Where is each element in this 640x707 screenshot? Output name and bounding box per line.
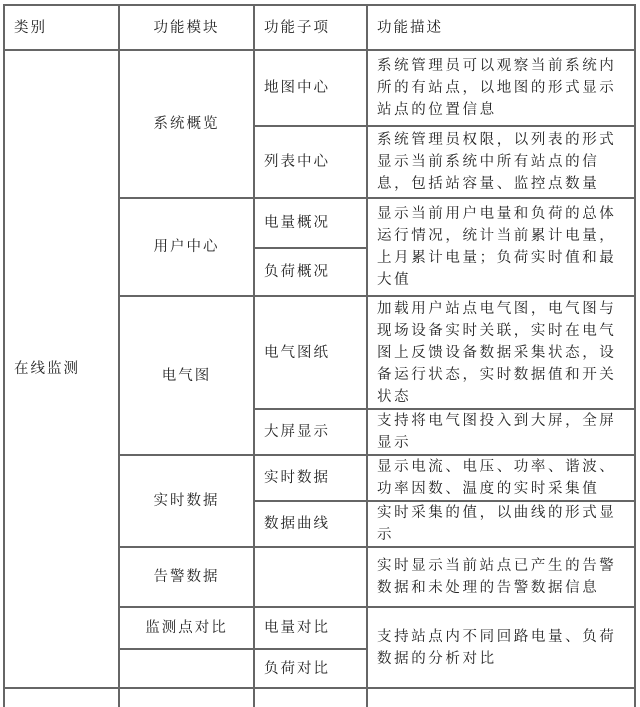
description-cell: 系统管理员权限，以列表的形式显示当前系统中所有站点的信息，包括站容量、监控点数量	[366, 125, 636, 197]
module-cell: 用户中心	[118, 197, 253, 295]
subitem-cell: 列表中心	[253, 125, 366, 197]
description-cell: 显示电流、电压、功率、谐波、功率因数、温度的实时采集值	[366, 454, 636, 500]
cutoff-cell	[366, 687, 636, 707]
description-cell: 显示当前用户电量和负荷的总体运行情况，统计当前累计电量，上月累计电量；负荷实时值和最大值	[366, 197, 636, 295]
subitem-cell: 大屏显示	[253, 408, 366, 454]
subitem-cell: 电量概况	[253, 197, 366, 247]
subitem-cell: 实时数据	[253, 454, 366, 500]
category-cell: 在线监测	[3, 49, 118, 687]
cutoff-cell	[118, 687, 253, 707]
description-cell: 加载用户站点电气图，电气图与现场设备实时关联，实时在电气图上反馈设备数据采集状态，设备运行状态，实时数据值和开关状态	[366, 295, 636, 408]
cutoff-cell	[3, 687, 118, 707]
description-cell: 系统管理员可以观察当前系统内所的有站点，以地图的形式显示站点的位置信息	[366, 49, 636, 125]
description-cell: 支持将电气图投入到大屏，全屏显示	[366, 408, 636, 454]
header-category: 类别	[3, 4, 118, 49]
module-cell: 系统概览	[118, 49, 253, 197]
subitem-cell: 地图中心	[253, 49, 366, 125]
header-description: 功能描述	[366, 4, 636, 49]
module-cell: 告警数据	[118, 546, 253, 606]
subitem-cell: 电量对比	[253, 606, 366, 648]
module-cell: 实时数据	[118, 454, 253, 546]
module-cell: 监测点对比	[118, 606, 253, 648]
description-cell: 实时采集的值，以曲线的形式显示	[366, 500, 636, 546]
subitem-cell: 负荷概况	[253, 247, 366, 295]
module-cell: 电气图	[118, 295, 253, 454]
description-cell: 支持站点内不同回路电量、负荷数据的分析对比	[366, 606, 636, 687]
subitem-cell	[253, 546, 366, 606]
header-subitem: 功能子项	[253, 4, 366, 49]
subitem-cell: 电气图纸	[253, 295, 366, 408]
header-module: 功能模块	[118, 4, 253, 49]
cutoff-cell	[253, 687, 366, 707]
description-cell: 实时显示当前站点已产生的告警数据和未处理的告警数据信息	[366, 546, 636, 606]
empty-module-cell	[118, 648, 253, 687]
subitem-cell: 数据曲线	[253, 500, 366, 546]
subitem-cell: 负荷对比	[253, 648, 366, 687]
